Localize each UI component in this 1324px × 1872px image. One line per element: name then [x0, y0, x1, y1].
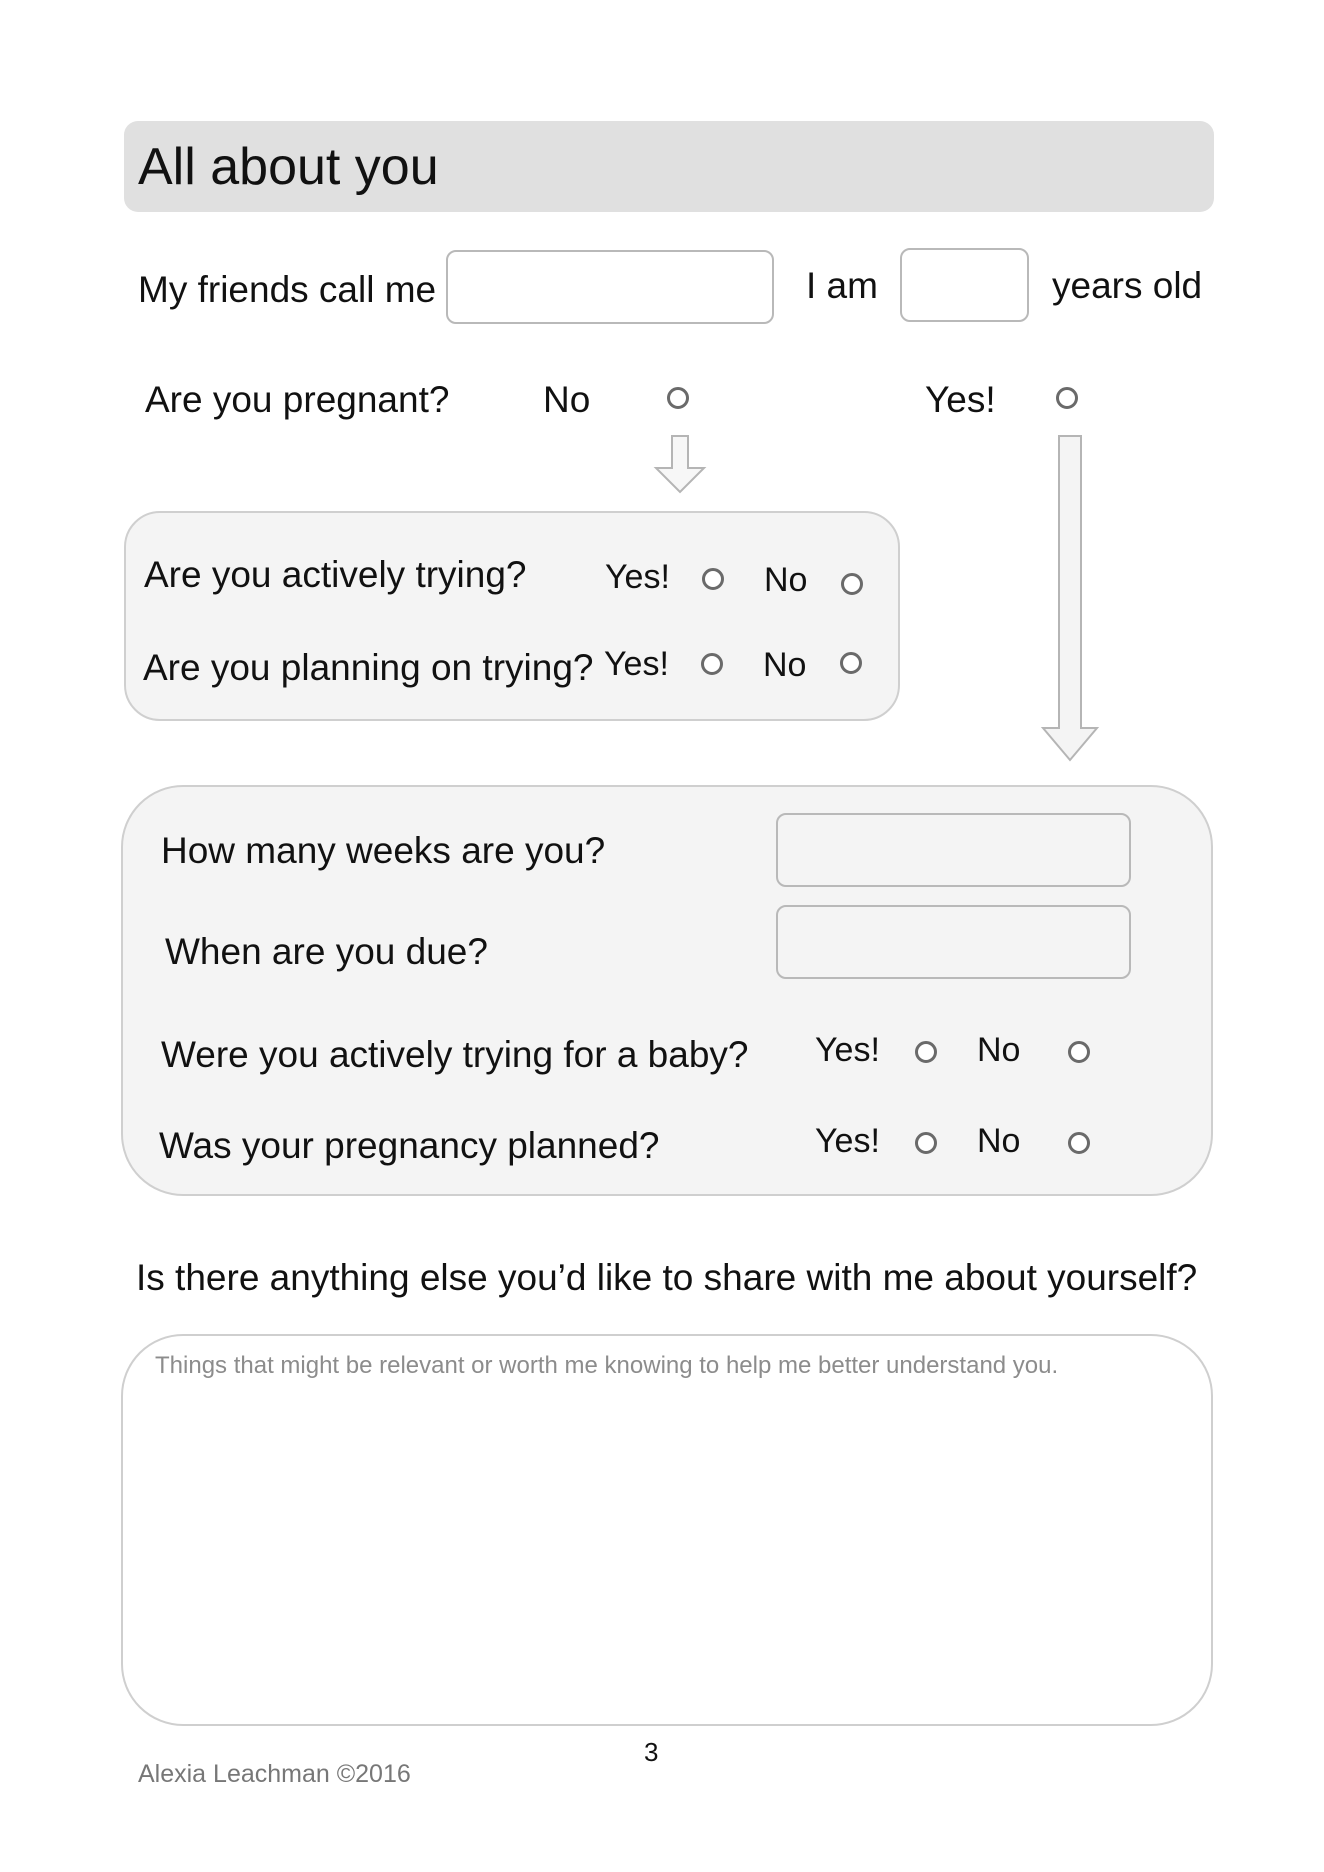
pregnancy-planned-no-radio[interactable] — [1068, 1132, 1090, 1154]
pregnant-no-label: No — [543, 379, 591, 420]
down-arrow-icon — [650, 434, 710, 496]
share-textarea[interactable] — [121, 1334, 1213, 1726]
pregnancy-planned-yes-radio[interactable] — [915, 1132, 937, 1154]
trying-for-baby-yes-radio[interactable] — [915, 1041, 937, 1063]
due-date-input[interactable] — [776, 905, 1131, 979]
planning-trying-no-label: No — [763, 646, 807, 684]
age-suffix-label: years old — [1052, 265, 1203, 306]
actively-trying-no-radio[interactable] — [841, 573, 863, 595]
actively-trying-yes-radio[interactable] — [702, 568, 724, 590]
pregnancy-planned-yes-label: Yes! — [815, 1122, 880, 1160]
long-down-arrow-icon — [1039, 434, 1101, 764]
trying-for-baby-no-radio[interactable] — [1068, 1041, 1090, 1063]
planning-trying-no-radio[interactable] — [840, 652, 862, 674]
trying-for-baby-yes-label: Yes! — [815, 1031, 880, 1069]
trying-for-baby-no-label: No — [977, 1031, 1021, 1069]
pregnant-no-radio[interactable] — [667, 387, 689, 409]
age-label: I am — [806, 265, 878, 306]
planning-trying-yes-label: Yes! — [604, 645, 669, 683]
age-input[interactable] — [900, 248, 1029, 322]
share-question: Is there anything else you’d like to share with me about yourself? — [136, 1257, 1198, 1298]
page-title: All about you — [138, 138, 439, 196]
friends-label: My friends call me — [138, 269, 437, 310]
actively-trying-question: Are you actively trying? — [144, 554, 527, 595]
pregnant-yes-label: Yes! — [925, 379, 996, 420]
share-placeholder: Things that might be relevant or worth me knowing to help me better understand you. — [155, 1352, 1059, 1379]
page-number: 3 — [644, 1737, 659, 1767]
actively-trying-no-label: No — [764, 561, 808, 599]
weeks-input[interactable] — [776, 813, 1131, 887]
pregnant-yes-radio[interactable] — [1056, 387, 1078, 409]
friends-name-input[interactable] — [446, 250, 774, 324]
due-date-question: When are you due? — [165, 931, 488, 972]
pregnancy-planned-no-label: No — [977, 1122, 1021, 1160]
weeks-question: How many weeks are you? — [161, 830, 606, 871]
planning-trying-yes-radio[interactable] — [701, 653, 723, 675]
pregnant-question: Are you pregnant? — [145, 379, 450, 420]
pregnancy-planned-question: Was your pregnancy planned? — [159, 1125, 660, 1166]
planning-trying-question: Are you planning on trying? — [143, 647, 594, 688]
copyright-text: Alexia Leachman ©2016 — [138, 1760, 411, 1788]
trying-for-baby-question: Were you actively trying for a baby? — [161, 1034, 749, 1075]
actively-trying-yes-label: Yes! — [605, 558, 670, 596]
